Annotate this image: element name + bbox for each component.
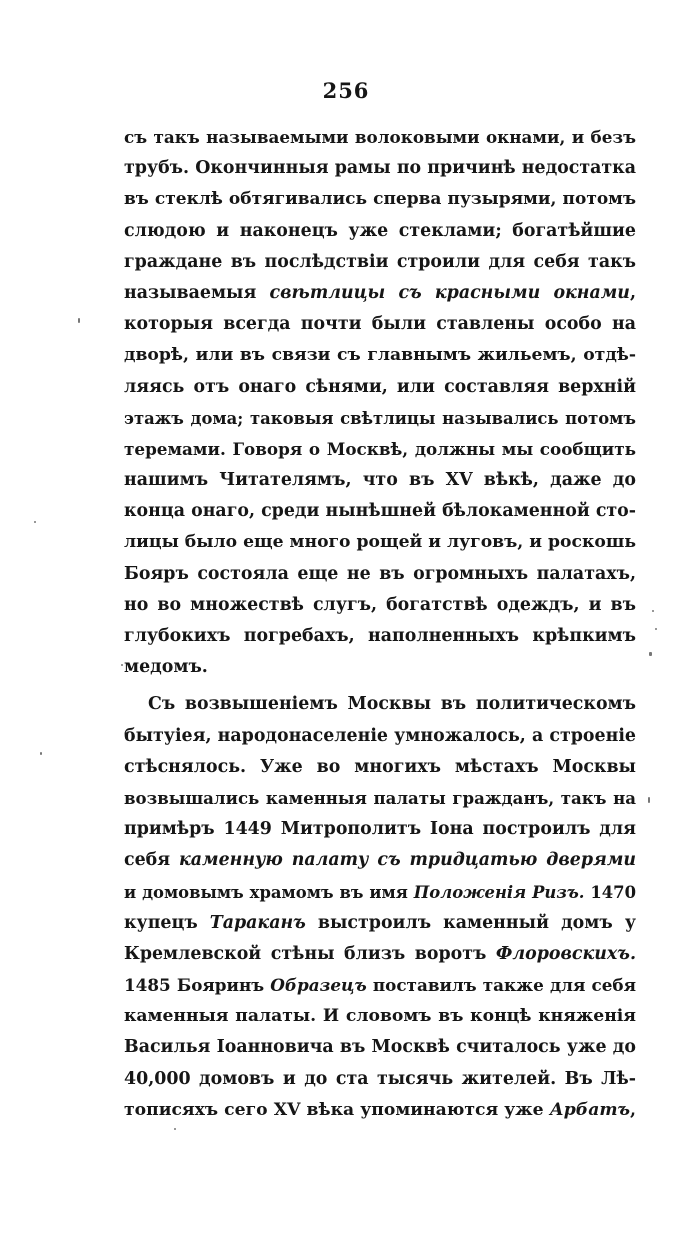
italic-phrase: Флоровскихъ. [495,943,636,964]
italic-phrase: каменную палату съ тридцатью дверями [179,850,636,871]
text-run: 1470 [584,882,636,902]
text-run: граждане въ послѣдствіи строили для себя такъ [124,251,636,272]
text-run: Съ возвышеніемъ Москвы въ политическомъ [148,694,636,715]
text-line [124,559,636,590]
text-run: возвышались каменныя палаты гражданъ, такъ на [124,787,636,808]
text-run: , [630,1099,636,1120]
text-run: глубокихъ погребахъ, наполненныхъ крѣпкимъ [124,626,636,646]
text-run: Василья Іоанновича въ Москвѣ считалось уже до [124,1037,636,1058]
text-line [124,908,636,939]
text-line [124,278,636,309]
text-line [124,216,636,247]
text-run: трубъ. Окончинныя рамы по причинѣ недостатка [124,158,636,179]
text-line [124,689,636,720]
text-run: каменныя палаты. И словомъ въ концѣ княженія [124,1006,636,1027]
text-line [124,372,636,403]
text-line [124,590,636,621]
text-run: которыя всегда почти были ставлены особо на [124,314,636,335]
text-run: Бояръ состояла еще не въ огромныхъ палатахъ, [124,563,636,584]
text-run: называемыя [124,282,270,303]
text-line [124,752,636,783]
text-line [124,340,636,371]
page-number: 256 [322,78,370,103]
text-run: 1485 Бояринъ [124,975,271,996]
text-line [124,621,636,652]
text-run: выстроилъ каменный домъ у [305,912,636,933]
text-run: въ стеклѣ обтягивались сперва пузырями, потомъ [124,189,636,210]
scan-speck [655,628,657,630]
scan-speck [174,1128,176,1130]
text-line [124,184,636,215]
text-line [124,1032,636,1063]
text-line [124,845,636,876]
text-run: стѣснялось. Уже во многихъ мѣстахъ Москвы [124,756,636,777]
text-line [124,1095,636,1126]
text-run: поставилъ также для себя [366,975,637,996]
text-run: тописяхъ сего XV вѣка упоминаются уже [124,1099,550,1120]
text-run: ляясь отъ онаго сѣнями, или составляя верхній [124,376,636,397]
text-run: нашимъ Читателямъ, что въ XV вѣкѣ, даже до [124,470,636,491]
text-line [124,465,636,496]
text-line [124,814,636,845]
text-line [124,652,636,683]
scan-speck [34,521,36,523]
italic-phrase: Арбатъ [549,1099,631,1120]
italic-phrase: свѣтлицы съ красными окнами [269,282,630,303]
text-line [124,783,636,814]
text-run: 40,000 домовъ и до ста тысячь жителей. Въ Лѣ- [124,1068,636,1089]
text-line [124,721,636,752]
text-line [124,122,636,153]
scan-speck [648,797,650,803]
text-line [124,1064,636,1095]
text-run: теремами. Говоря о Москвѣ, должны мы сообщить [124,438,636,459]
italic-phrase: Тараканъ [209,912,306,933]
text-run: себя [124,850,180,871]
body-text [124,122,636,1126]
text-run: медомъ. [124,657,208,678]
scan-speck [78,318,80,323]
text-run: но во множествѣ слугъ, богатствѣ одеждъ, и въ [124,594,636,615]
text-line [124,496,636,527]
text-run: , [629,282,636,303]
scan-speck [652,610,654,612]
text-run: Кремлевской стѣны близъ воротъ [124,943,496,964]
text-run: бытуіея, народонаселеніе умножалось, а строеніе [124,725,636,746]
text-line [124,1001,636,1032]
text-run: слюдою и наконецъ уже стеклами; богатѣйшие [124,220,636,241]
text-run: купецъ [124,912,210,933]
italic-phrase: Образецъ [270,975,367,996]
text-run: съ такъ называемыми волоковыми окнами, и безъ [124,127,636,147]
text-line [124,939,636,970]
text-line [124,247,636,278]
text-run: лицы было еще много рощей и луговъ, и роскошь [124,532,636,553]
scan-speck [649,652,652,656]
text-line [124,970,636,1001]
text-line [124,153,636,184]
text-run: дворѣ, или въ связи съ главнымъ жильемъ, отдѣ- [124,345,636,366]
text-run: этажъ дома; таковыя свѣтлицы назывались потомъ [124,408,636,428]
text-run: и домовымъ храмомъ въ имя [124,882,414,902]
scan-speck [121,664,123,666]
text-line [124,309,636,340]
text-run: конца онаго, среди нынѣшней бѣлокаменной сто- [124,501,636,522]
scan-speck [40,752,42,755]
text-line [124,403,636,434]
italic-phrase: Положенія Ризъ. [413,882,585,902]
text-line [124,527,636,558]
text-run: примѣръ 1449 Митрополитъ Іона построилъ для [124,819,636,840]
text-line [124,877,636,908]
text-line [124,434,636,465]
